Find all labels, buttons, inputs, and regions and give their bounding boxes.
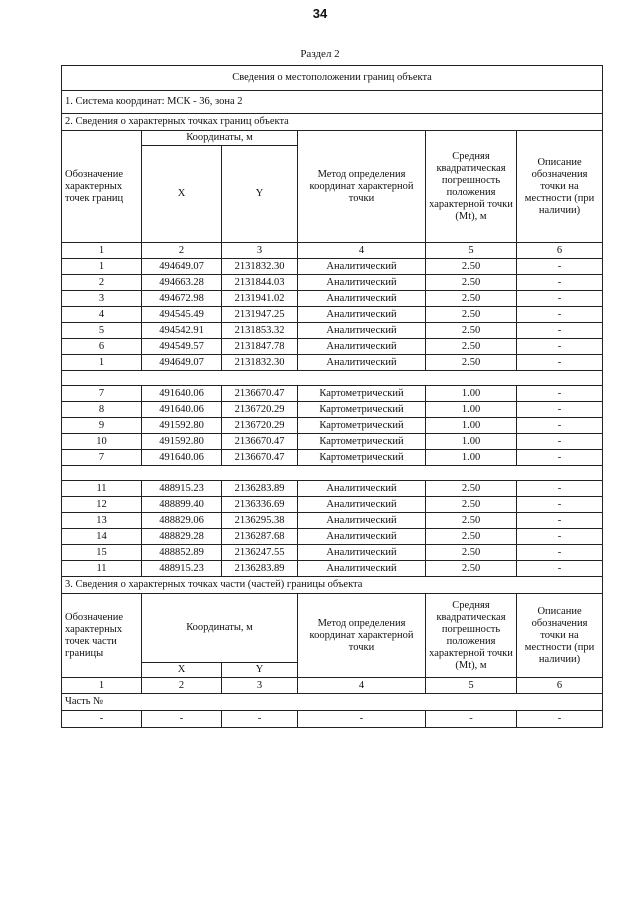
table-cell: 488915.23	[142, 561, 222, 577]
table-cell: 488899.40	[142, 497, 222, 513]
table-cell: 2.50	[426, 339, 517, 355]
contour-separator-row	[62, 466, 603, 481]
table-row	[62, 545, 603, 561]
coord-system: 1. Система координат: МСК - 36, зона 2	[62, 91, 603, 114]
table-cell: Картометрический	[298, 418, 426, 434]
table-cell: Аналитический	[298, 497, 426, 513]
table-cell: 1.00	[426, 434, 517, 450]
part-cell: -	[142, 711, 222, 728]
table-cell: 8	[62, 402, 142, 418]
table-cell: 13	[62, 513, 142, 529]
table-cell: Аналитический	[298, 291, 426, 307]
table-row	[62, 497, 603, 513]
table-cell: 14	[62, 529, 142, 545]
part-cell: -	[62, 711, 142, 728]
part-label: Часть №	[62, 694, 603, 711]
table-cell: 2.50	[426, 275, 517, 291]
table-cell: 9	[62, 418, 142, 434]
table-cell: Аналитический	[298, 323, 426, 339]
header-accuracy: Средняя квадратическая погрешность положения характерной точки (Mt), м	[426, 131, 517, 243]
separator-cell	[62, 466, 603, 481]
table-row	[62, 434, 603, 450]
table-row	[62, 291, 603, 307]
table-row	[62, 529, 603, 545]
column-number-cell: 2	[142, 678, 222, 694]
table-cell: 2.50	[426, 561, 517, 577]
table-cell: 491592.80	[142, 418, 222, 434]
table-cell: -	[517, 291, 603, 307]
header3-y: Y	[222, 663, 298, 678]
header3-coordinates: Координаты, м	[142, 594, 298, 663]
table-cell: 5	[62, 323, 142, 339]
table-cell: 2.50	[426, 513, 517, 529]
table-cell: 2136670.47	[222, 386, 298, 402]
table-cell: 2136720.29	[222, 402, 298, 418]
table-cell: 2.50	[426, 291, 517, 307]
table-cell: 2.50	[426, 497, 517, 513]
table-cell: 2136670.47	[222, 434, 298, 450]
table-cell: 7	[62, 386, 142, 402]
table-cell: 2131832.30	[222, 259, 298, 275]
table-row	[62, 418, 603, 434]
table-cell: 1.00	[426, 386, 517, 402]
table-cell: 2131832.30	[222, 355, 298, 371]
header-x: X	[142, 146, 222, 243]
table-cell: Аналитический	[298, 355, 426, 371]
table-cell: -	[517, 497, 603, 513]
column-numbers-row-3	[62, 678, 603, 694]
table-cell: 2.50	[426, 323, 517, 339]
table-cell: 6	[62, 339, 142, 355]
column-number-cell: 5	[426, 678, 517, 694]
table-cell: -	[517, 339, 603, 355]
table-cell: 2.50	[426, 259, 517, 275]
table-cell: 7	[62, 450, 142, 466]
table-cell: 2136720.29	[222, 418, 298, 434]
column-number-cell: 1	[62, 243, 142, 259]
table-cell: 12	[62, 497, 142, 513]
subsection-2-title: 2. Сведения о характерных точках границ объекта	[62, 114, 603, 131]
header-description: Описание обозначения точки на местности (при наличии)	[517, 131, 603, 243]
table-cell: 494649.07	[142, 355, 222, 371]
table-cell: 2131847.78	[222, 339, 298, 355]
table-cell: Аналитический	[298, 481, 426, 497]
table-row	[62, 450, 603, 466]
table-cell: Аналитический	[298, 275, 426, 291]
table-cell: -	[517, 307, 603, 323]
header-y: Y	[222, 146, 298, 243]
separator-cell	[62, 371, 603, 386]
part-cell: -	[222, 711, 298, 728]
table-cell: 488829.06	[142, 513, 222, 529]
table-cell: 11	[62, 561, 142, 577]
table-cell: 494663.28	[142, 275, 222, 291]
header3-description: Описание обозначения точки на местности (при наличии)	[517, 594, 603, 678]
table-cell: 4	[62, 307, 142, 323]
table-cell: 488915.23	[142, 481, 222, 497]
table-cell: 491640.06	[142, 386, 222, 402]
table-row	[62, 339, 603, 355]
column-numbers-row	[62, 243, 603, 259]
table-cell: 2.50	[426, 545, 517, 561]
table-cell: -	[517, 545, 603, 561]
table-cell: 1	[62, 355, 142, 371]
header-method: Метод определения координат характерной точки	[298, 131, 426, 243]
table-cell: 491592.80	[142, 434, 222, 450]
table-cell: 1.00	[426, 402, 517, 418]
table-cell: Картометрический	[298, 386, 426, 402]
table-row	[62, 355, 603, 371]
table-cell: Аналитический	[298, 529, 426, 545]
table-cell: 488852.89	[142, 545, 222, 561]
table-cell: -	[517, 561, 603, 577]
header3-method: Метод определения координат характерной точки	[298, 594, 426, 678]
table-row	[62, 513, 603, 529]
header3-x: X	[142, 663, 222, 678]
table-body	[62, 66, 603, 728]
page-number: 34	[312, 6, 328, 21]
table-cell: 2136670.47	[222, 450, 298, 466]
table-cell: -	[517, 513, 603, 529]
table-row	[62, 259, 603, 275]
table-cell: Аналитический	[298, 339, 426, 355]
table-cell: 2136295.38	[222, 513, 298, 529]
header-designation: Обозначение характерных точек границ	[62, 131, 142, 243]
column-number-cell: 3	[222, 243, 298, 259]
column-number-cell: 1	[62, 678, 142, 694]
table-cell: Аналитический	[298, 513, 426, 529]
table-row	[62, 307, 603, 323]
boundary-points-table	[61, 65, 603, 728]
table-cell: -	[517, 529, 603, 545]
table-cell: 15	[62, 545, 142, 561]
table-cell: -	[517, 402, 603, 418]
table-cell: 1.00	[426, 450, 517, 466]
table-cell: -	[517, 259, 603, 275]
table-cell: -	[517, 434, 603, 450]
table-cell: 1.00	[426, 418, 517, 434]
table-cell: 488829.28	[142, 529, 222, 545]
table-cell: 2136287.68	[222, 529, 298, 545]
table-row	[62, 481, 603, 497]
table-cell: 10	[62, 434, 142, 450]
table-row	[62, 275, 603, 291]
table-cell: 494545.49	[142, 307, 222, 323]
part-cell: -	[298, 711, 426, 728]
table-cell: 491640.06	[142, 402, 222, 418]
header3-designation: Обозначение характерных точек части границы	[62, 594, 142, 678]
table-row	[62, 386, 603, 402]
table-title: Сведения о местоположении границ объекта	[62, 66, 603, 91]
column-number-cell: 4	[298, 243, 426, 259]
table-cell: 11	[62, 481, 142, 497]
table-cell: 2136336.69	[222, 497, 298, 513]
table-cell: -	[517, 418, 603, 434]
table-cell: 2.50	[426, 481, 517, 497]
table-cell: -	[517, 386, 603, 402]
section-label: Раздел 2	[300, 48, 340, 60]
column-number-cell: 6	[517, 678, 603, 694]
table-row	[62, 323, 603, 339]
table-row	[62, 561, 603, 577]
table-cell: -	[517, 450, 603, 466]
contour-separator-row	[62, 371, 603, 386]
table-cell: Аналитический	[298, 307, 426, 323]
table-cell: 494542.91	[142, 323, 222, 339]
header-coordinates: Координаты, м	[142, 131, 298, 146]
table-cell: 494672.98	[142, 291, 222, 307]
table-cell: Картометрический	[298, 402, 426, 418]
column-number-cell: 4	[298, 678, 426, 694]
part-cell: -	[517, 711, 603, 728]
table-cell: 2.50	[426, 307, 517, 323]
column-number-cell: 2	[142, 243, 222, 259]
column-number-cell: 3	[222, 678, 298, 694]
table-cell: 491640.06	[142, 450, 222, 466]
table-row	[62, 402, 603, 418]
table-cell: 2136283.89	[222, 561, 298, 577]
table-cell: Картометрический	[298, 434, 426, 450]
column-number-cell: 5	[426, 243, 517, 259]
table-cell: 1	[62, 259, 142, 275]
table-cell: Аналитический	[298, 259, 426, 275]
table-cell: 2131844.03	[222, 275, 298, 291]
table-cell: 494649.07	[142, 259, 222, 275]
table-cell: 2.50	[426, 529, 517, 545]
table-cell: -	[517, 323, 603, 339]
table-cell: Картометрический	[298, 450, 426, 466]
table-cell: 3	[62, 291, 142, 307]
table-cell: 2.50	[426, 355, 517, 371]
table-cell: -	[517, 481, 603, 497]
part-row	[62, 711, 603, 728]
table-cell: -	[517, 275, 603, 291]
table-cell: 2131947.25	[222, 307, 298, 323]
table-cell: 2136283.89	[222, 481, 298, 497]
table-cell: 2136247.55	[222, 545, 298, 561]
table-cell: 494549.57	[142, 339, 222, 355]
table-cell: 2	[62, 275, 142, 291]
header3-accuracy: Средняя квадратическая погрешность положения характерной точки (Mt), м	[426, 594, 517, 678]
subsection-3-title: 3. Сведения о характерных точках части (частей) границы объекта	[62, 577, 603, 594]
table-cell: -	[517, 355, 603, 371]
table-cell: 2131941.02	[222, 291, 298, 307]
table-cell: 2131853.32	[222, 323, 298, 339]
part-cell: -	[426, 711, 517, 728]
column-number-cell: 6	[517, 243, 603, 259]
table-cell: Аналитический	[298, 561, 426, 577]
table-cell: Аналитический	[298, 545, 426, 561]
